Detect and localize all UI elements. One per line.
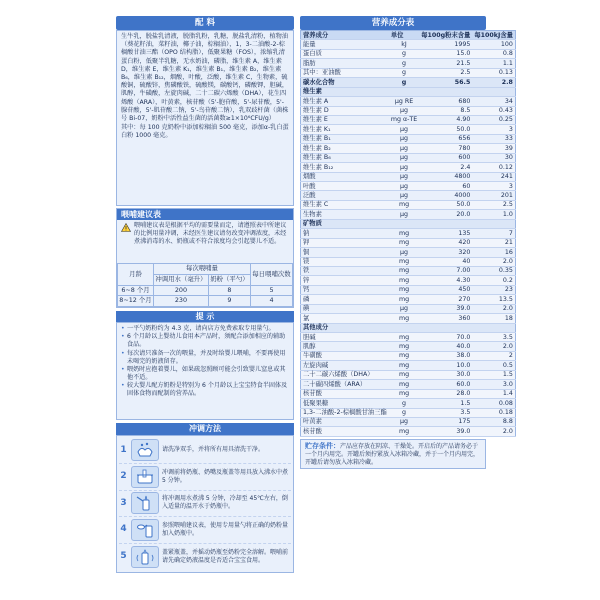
nutrition-cell-a: 4800 bbox=[419, 172, 472, 181]
nutrition-cell-a: 4.30 bbox=[419, 276, 472, 285]
ingredients-title: 配 料 bbox=[116, 16, 294, 30]
nutrition-cell-a: 39.0 bbox=[419, 304, 472, 313]
nutrition-cell-name: 二十二碳六烯酸（DHA） bbox=[301, 370, 389, 379]
nutrition-cell-name: 维生素 C bbox=[301, 200, 389, 209]
nutrition-cell-b: 1.0 bbox=[472, 210, 515, 219]
nutrition-cell-unit bbox=[389, 87, 419, 96]
nutrition-cell-name: 能量 bbox=[301, 40, 389, 49]
nutrition-cell-name: 核苷酸 bbox=[301, 389, 389, 398]
nutrition-cell-b: 8.8 bbox=[472, 417, 515, 426]
nutrition-cell-name: 其他成分 bbox=[301, 323, 389, 332]
nutrition-cell-unit: mg bbox=[389, 370, 419, 379]
table-row bbox=[301, 417, 516, 426]
nutrition-cell-a: 1.5 bbox=[419, 399, 472, 408]
nutrition-cell-a: 450 bbox=[419, 285, 472, 294]
nutrition-cell-unit: mg bbox=[389, 295, 419, 304]
nutrition-cell-name: 维生素 B₆ bbox=[301, 153, 389, 162]
scoop-icon bbox=[131, 519, 159, 541]
right-column bbox=[300, 16, 513, 469]
nutrition-cell-a: 2.4 bbox=[419, 163, 472, 172]
nutrition-rows bbox=[301, 40, 516, 436]
nutrition-cell-b: 2.0 bbox=[472, 304, 515, 313]
preparation-title: 冲调方法 bbox=[116, 423, 294, 434]
step-number: 2 bbox=[120, 471, 127, 482]
table-row bbox=[301, 314, 516, 323]
nutrition-cell-unit: g bbox=[389, 78, 419, 87]
nutrition-cell-a: 40.0 bbox=[419, 342, 472, 351]
nutrition-cell-b: 201 bbox=[472, 191, 515, 200]
nutrition-cell-a: 7.00 bbox=[419, 266, 472, 275]
feeding-water: 230 bbox=[153, 296, 208, 307]
table-row bbox=[301, 342, 516, 351]
table-row bbox=[301, 87, 516, 96]
feeding-header-times: 每日喂哺次数 bbox=[250, 264, 292, 285]
table-row bbox=[301, 49, 516, 58]
nutrition-cell-name: 低聚果糖 bbox=[301, 399, 389, 408]
feeding-age: 6~8 个月 bbox=[118, 285, 154, 296]
nutrition-cell-b: 0.25 bbox=[472, 115, 515, 124]
nutrition-cell-unit bbox=[389, 323, 419, 332]
nutrition-cell-b bbox=[472, 323, 515, 332]
nutrition-header-name: 营养成分 bbox=[301, 31, 389, 40]
nutrition-cell-b: 0.2 bbox=[472, 276, 515, 285]
nutrition-cell-b: 241 bbox=[472, 172, 515, 181]
nutrition-cell-b: 2.0 bbox=[472, 257, 515, 266]
nutrition-cell-unit: μg RE bbox=[389, 97, 419, 106]
nutrition-cell-a: 270 bbox=[419, 295, 472, 304]
nutrition-cell-name: 脂肪 bbox=[301, 59, 389, 68]
nutrition-cell-b: 23 bbox=[472, 285, 515, 294]
nutrition-cell-unit: mg bbox=[389, 257, 419, 266]
list-item: • 喂奶时应抱着婴儿，如果疏忽照顾可能会引致婴儿窒息或其他不适。 bbox=[121, 366, 289, 382]
nutrition-cell-a: 28.0 bbox=[419, 389, 472, 398]
step-item bbox=[119, 517, 291, 544]
nutrition-cell-a bbox=[419, 219, 472, 228]
nutrition-cell-unit: mg α-TE bbox=[390, 116, 418, 124]
step-item bbox=[119, 438, 291, 465]
table-row bbox=[301, 163, 516, 172]
nutrition-cell-unit: mg bbox=[389, 333, 419, 342]
nutrition-cell-unit: μg bbox=[389, 163, 419, 172]
table-row bbox=[301, 153, 516, 162]
tips-title: 提 示 bbox=[116, 311, 294, 322]
nutrition-cell-b: 2.0 bbox=[472, 342, 515, 351]
table-row bbox=[301, 370, 516, 379]
feeding-table bbox=[117, 263, 293, 306]
table-row bbox=[301, 210, 516, 219]
nutrition-cell-a: 40 bbox=[419, 257, 472, 266]
nutrition-cell-a: 4.90 bbox=[419, 115, 472, 124]
nutrition-cell-b: 0.08 bbox=[472, 399, 515, 408]
nutrition-cell-unit: mg bbox=[389, 200, 419, 209]
nutrition-cell-unit: mg bbox=[389, 389, 419, 398]
nutrition-cell-name: 钙 bbox=[301, 285, 389, 294]
nutrition-cell-b: 0.12 bbox=[472, 163, 515, 172]
nutrition-cell-a: 20.0 bbox=[419, 210, 472, 219]
nutrition-cell-b: 16 bbox=[472, 248, 515, 257]
list-item: • 每次请只准备一次的喂量，并及时给婴儿喂哺，不要再使用未喝完的奶液留存。 bbox=[121, 350, 289, 366]
step-text: 冲调前将奶瓶、奶嘴及瓶盖等用具放入沸水中煮 5 分钟。 bbox=[162, 468, 289, 484]
table-row bbox=[301, 59, 516, 68]
nutrition-cell-name: 蛋白质 bbox=[301, 49, 389, 58]
nutrition-cell-b: 2.0 bbox=[472, 427, 515, 436]
nutrition-cell-a: 780 bbox=[419, 144, 472, 153]
nutrition-cell-a: 39.0 bbox=[419, 427, 472, 436]
nutrition-cell-unit: mg bbox=[389, 266, 419, 275]
nutrition-cell-a: 10.0 bbox=[419, 361, 472, 370]
nutrition-cell-b: 13.5 bbox=[472, 295, 515, 304]
nutrition-cell-name: 泛酸 bbox=[301, 191, 389, 200]
nutrition-cell-name: 矿物质 bbox=[301, 219, 389, 228]
nutrition-cell-a bbox=[419, 87, 472, 96]
nutrition-cell-b: 30 bbox=[472, 153, 515, 162]
nutrition-cell-b: 1.5 bbox=[472, 370, 515, 379]
table-row bbox=[301, 97, 516, 106]
table-row bbox=[301, 144, 516, 153]
tips-list bbox=[116, 322, 294, 420]
nutrition-cell-name: 氯 bbox=[301, 314, 389, 323]
step-number: 4 bbox=[120, 524, 127, 535]
nutrition-cell-unit: mg bbox=[389, 276, 419, 285]
nutrition-cell-b: 0.13 bbox=[472, 68, 515, 77]
nutrition-header-unit: 单位 bbox=[389, 31, 419, 40]
nutrition-cell-b: 2.5 bbox=[472, 200, 515, 209]
nutrition-cell-b: 1.4 bbox=[472, 389, 515, 398]
nutrition-table bbox=[300, 30, 516, 437]
nutrition-cell-name: 烟酸 bbox=[301, 172, 389, 181]
nutrition-cell-a: 4000 bbox=[419, 191, 472, 200]
nutrition-cell-name: 二十碳四烯酸（ARA） bbox=[301, 380, 389, 389]
step-item bbox=[119, 464, 291, 491]
nutrition-cell-unit: g bbox=[389, 68, 419, 77]
table-row bbox=[301, 229, 516, 238]
nutrition-cell-b: 2 bbox=[472, 351, 515, 360]
nutrition-cell-unit: μg bbox=[389, 172, 419, 181]
nutrition-cell-name: 碘 bbox=[301, 304, 389, 313]
nutrition-cell-name: 核苷酸 bbox=[301, 427, 389, 436]
feeding-times: 4 bbox=[250, 296, 292, 307]
feeding-header-age: 月龄 bbox=[118, 264, 154, 285]
table-row bbox=[301, 333, 516, 342]
nutrition-cell-unit: μg bbox=[389, 304, 419, 313]
preparation-steps bbox=[116, 435, 294, 574]
table-row bbox=[301, 295, 516, 304]
ingredients-note: 其中：每 100 克奶粉中添加棕榈油 500 毫克，添加α-乳白蛋白粉 1000 毫克。 bbox=[121, 124, 289, 140]
nutrition-cell-a: 1995 bbox=[419, 40, 472, 49]
nutrition-cell-b: 3 bbox=[472, 182, 515, 191]
nutrition-title: 营养成分表 bbox=[300, 16, 486, 30]
nutrition-cell-name: 维生素 E bbox=[301, 115, 389, 124]
nutrition-cell-b: 1.1 bbox=[472, 59, 515, 68]
table-row bbox=[301, 361, 516, 370]
nutrition-cell-name: 维生素 B₁ bbox=[301, 134, 389, 143]
nutrition-cell-a: 70.0 bbox=[419, 333, 472, 342]
feeding-header-per-feed: 每次喂哺量 bbox=[153, 264, 250, 275]
nutrition-cell-unit: μg bbox=[389, 191, 419, 200]
step-text: 请洗净双手，并将所有用具清洗干净。 bbox=[162, 446, 265, 454]
table-row bbox=[301, 182, 516, 191]
nutrition-cell-name: 钠 bbox=[301, 229, 389, 238]
nutrition-cell-b: 3.0 bbox=[472, 380, 515, 389]
nutrition-cell-name: 维生素 K₁ bbox=[301, 125, 389, 134]
nutrition-header-per100kj: 每100kJ含量 bbox=[472, 31, 515, 40]
nutrition-cell-a: 15.0 bbox=[419, 49, 472, 58]
nutrition-cell-name: 维生素 B₁₂ bbox=[301, 163, 389, 172]
table-row bbox=[301, 276, 516, 285]
nutrition-cell-name: 维生素 A bbox=[301, 97, 389, 106]
step-text: 盖紧瓶盖，并摇动奶瓶至奶粉完全溶解。喂哺前请先确定奶液温度是否适合宝宝食用。 bbox=[162, 548, 289, 564]
nutrition-cell-name: 维生素 bbox=[301, 87, 389, 96]
nutrition-cell-name: 1,3-二油酸-2-棕榈酸甘油三酯 bbox=[301, 408, 389, 417]
table-row bbox=[301, 266, 516, 275]
feeding-header-scoops: 奶粉（平勺） bbox=[208, 275, 250, 286]
nutrition-cell-b: 39 bbox=[472, 144, 515, 153]
nutrition-cell-a: 3.5 bbox=[419, 408, 472, 417]
nutrition-cell-unit: mg bbox=[389, 361, 419, 370]
nutrition-cell-name: 镁 bbox=[301, 257, 389, 266]
nutrition-cell-a: 175 bbox=[419, 417, 472, 426]
hand-wash-icon bbox=[131, 439, 159, 461]
nutrition-cell-a: 320 bbox=[419, 248, 472, 257]
table-row bbox=[301, 351, 516, 360]
nutrition-cell-b bbox=[472, 87, 515, 96]
table-row bbox=[301, 304, 516, 313]
table-row bbox=[301, 68, 516, 77]
step-text: 将冲调用水煮沸 5 分钟，冷却至 45℃左右，倒入适量的温开水于奶瓶中。 bbox=[162, 495, 288, 511]
storage-text: 产品应存放在阴凉、干燥处。开启后的产品请务必于一个月内用完。开罐后须拧紧放入冰箱冷藏，并于一个月内用完，开罐后请勿放入冰箱冷藏。 bbox=[305, 442, 480, 466]
nutrition-cell-unit: μg bbox=[389, 134, 419, 143]
table-row bbox=[301, 427, 516, 436]
nutrition-cell-b: 18 bbox=[472, 314, 515, 323]
nutrition-cell-a: 30.0 bbox=[419, 370, 472, 379]
nutrition-cell-unit: mg bbox=[389, 351, 419, 360]
nutrition-cell-b: 33 bbox=[472, 134, 515, 143]
nutrition-cell-name: 肌醇 bbox=[301, 342, 389, 351]
nutrition-cell-a: 656 bbox=[419, 134, 472, 143]
nutrition-cell-b: 0.43 bbox=[472, 106, 515, 115]
nutrition-cell-unit bbox=[389, 219, 419, 228]
feeding-header-water: 冲调用水（毫升） bbox=[153, 275, 208, 286]
nutrition-cell-a: 680 bbox=[419, 97, 472, 106]
nutrition-cell-unit: g bbox=[389, 408, 419, 417]
boiling-pot-icon bbox=[131, 466, 159, 488]
table-row bbox=[301, 172, 516, 181]
list-item: • 一平勺奶粉约为 4.3 克，请向店方免费索取专用量勺。 bbox=[121, 325, 289, 333]
feeding-times: 5 bbox=[250, 285, 292, 296]
nutrition-cell-a: 60 bbox=[419, 182, 472, 191]
nutrition-cell-unit: μg bbox=[389, 153, 419, 162]
step-number: 3 bbox=[120, 497, 127, 508]
feeding-warning bbox=[117, 220, 293, 263]
nutrition-cell-name: 铁 bbox=[301, 266, 389, 275]
nutrition-cell-b: 3.5 bbox=[472, 333, 515, 342]
nutrition-cell-unit: mg bbox=[389, 342, 419, 351]
nutrition-cell-name: 磷 bbox=[301, 295, 389, 304]
nutrition-cell-name: 锌 bbox=[301, 276, 389, 285]
table-row bbox=[301, 408, 516, 417]
nutrition-cell-a bbox=[419, 323, 472, 332]
table-row bbox=[301, 106, 516, 115]
nutrition-cell-unit: g bbox=[389, 399, 419, 408]
storage-panel bbox=[300, 439, 486, 469]
nutrition-cell-name: 左旋肉碱 bbox=[301, 361, 389, 370]
table-row bbox=[301, 323, 516, 332]
nutrition-cell-unit: μg bbox=[389, 182, 419, 191]
nutrition-cell-a: 600 bbox=[419, 153, 472, 162]
list-item: • 较大婴儿配方奶粉是特别为 6 个月龄以上宝宝特食半固体及固体食物而配制的营养品。 bbox=[121, 382, 289, 398]
nutrition-cell-a: 8.5 bbox=[419, 106, 472, 115]
nutrition-cell-a: 2.5 bbox=[419, 68, 472, 77]
nutrition-cell-unit: μg bbox=[389, 144, 419, 153]
nutrition-cell-name: 生物素 bbox=[301, 210, 389, 219]
nutrition-cell-unit: μg bbox=[389, 106, 419, 115]
step-item bbox=[119, 491, 291, 518]
nutrition-cell-unit: g bbox=[389, 49, 419, 58]
nutrition-cell-b: 7 bbox=[472, 229, 515, 238]
nutrition-cell-unit: μg bbox=[389, 125, 419, 134]
table-row bbox=[301, 399, 516, 408]
nutrition-cell-unit: μg bbox=[389, 417, 419, 426]
nutrition-cell-name: 叶黄素 bbox=[301, 417, 389, 426]
ingredients-list: 生牛乳，脱盐乳清液，脱脂乳粉，乳糖，脱盐乳清粉，植物油（葵花籽油，菜籽油，椰子油，棕榈油），1，3-二油酸-2-棕榈酸甘油三酯（OPO 结构脂），低聚果糖（FOS），浓缩乳清蛋白粉，低聚半乳糖，无水奶油，磷脂，维生素 A，维生素 D，维生素 E，维生素 K₁，维生素 B₁，维生素 B₂，维生素 B₆，维生素 B₁₂，烟酸，叶酸，泛酸，维生素 C，生物素，硫酸铜，硫酸锌，焦磷酸铁，硫酸镁，碳酸钙，磷酸钾，胆碱，肌醇，牛磺酸，左旋肉碱，二十二碳六烯酸（DHA），花生四烯酸（ARA），叶黄素，核苷酸（5'-胞苷酸，5'-尿苷酸，5'-腺苷酸，5'-肌苷酸二钠，5'-鸟苷酸二钠），乳双歧杆菌（菌株号 Bi-07，奶粉中活性益生菌的活菌数≥1×10⁶CFU/g） bbox=[121, 33, 289, 122]
nutrition-cell-name: 维生素 D bbox=[301, 106, 389, 115]
nutrition-cell-b: 0.18 bbox=[472, 408, 515, 417]
nutrition-cell-name: 维生素 B₂ bbox=[301, 144, 389, 153]
warning-icon bbox=[121, 223, 131, 232]
bottle-pour-icon bbox=[131, 492, 159, 514]
nutrition-cell-b: 0.8 bbox=[472, 49, 515, 58]
nutrition-cell-name: 叶酸 bbox=[301, 182, 389, 191]
nutrition-cell-unit: mg bbox=[389, 314, 419, 323]
table-row bbox=[301, 219, 516, 228]
feeding-age: 8~12 个月 bbox=[118, 296, 154, 307]
nutrition-cell-unit: mg bbox=[389, 380, 419, 389]
feeding-warning-text: 喂哺建议表是根据平均的需要量而定，请遵照表中所建议的比例用量冲调，未经医生建议请勿改变冲调浓度，未经煮沸消毒的水、奶瓶或不符合浓度均会引起婴儿不适。 bbox=[134, 222, 287, 246]
nutrition-cell-a: 50.0 bbox=[419, 200, 472, 209]
nutrition-cell-b: 34 bbox=[472, 97, 515, 106]
feeding-water: 200 bbox=[153, 285, 208, 296]
step-text: 参照喂哺建议表，使用专用量勺将正确的奶粉量加入奶瓶中。 bbox=[162, 521, 289, 537]
ingredients-panel bbox=[116, 30, 294, 206]
nutrition-cell-unit: mg bbox=[389, 229, 419, 238]
feeding-scoops: 9 bbox=[208, 296, 250, 307]
storage-label: 贮存条件： bbox=[305, 441, 340, 450]
table-row bbox=[301, 257, 516, 266]
nutrition-cell-name: 牛磺酸 bbox=[301, 351, 389, 360]
nutrition-cell-a: 56.5 bbox=[419, 78, 472, 87]
table-row bbox=[301, 40, 516, 49]
table-row bbox=[301, 248, 516, 257]
table-row bbox=[301, 134, 516, 143]
nutrition-cell-unit: kJ bbox=[389, 40, 419, 49]
table-row bbox=[301, 389, 516, 398]
nutrition-cell-name: 钾 bbox=[301, 238, 389, 247]
nutrition-cell-name: 碳水化合物 bbox=[301, 78, 389, 87]
step-item bbox=[119, 544, 291, 571]
feeding-scoops: 8 bbox=[208, 285, 250, 296]
table-row bbox=[301, 285, 516, 294]
nutrition-cell-unit: mg bbox=[389, 427, 419, 436]
nutrition-cell-name: 铜 bbox=[301, 248, 389, 257]
table-row bbox=[118, 296, 293, 307]
nutrition-cell-a: 21.5 bbox=[419, 59, 472, 68]
nutrition-cell-unit: g bbox=[389, 59, 419, 68]
nutrition-cell-b: 0.35 bbox=[472, 266, 515, 275]
nutrition-cell-b: 21 bbox=[472, 238, 515, 247]
table-row bbox=[301, 78, 516, 87]
step-number: 1 bbox=[120, 444, 127, 455]
table-row bbox=[301, 380, 516, 389]
nutrition-cell-a: 60.0 bbox=[419, 380, 472, 389]
nutrition-cell-unit: mg bbox=[389, 238, 419, 247]
nutrition-cell-b: 3 bbox=[472, 125, 515, 134]
table-row bbox=[301, 191, 516, 200]
feeding-panel bbox=[116, 208, 294, 308]
shake-bottle-icon bbox=[131, 546, 159, 568]
table-row bbox=[301, 238, 516, 247]
nutrition-cell-unit: mg bbox=[389, 285, 419, 294]
table-row bbox=[301, 115, 516, 124]
nutrition-cell-a: 420 bbox=[419, 238, 472, 247]
left-column bbox=[116, 16, 294, 573]
list-item: • 6 个月龄以上婴幼儿食用本产品时，须配合添加相应的辅助食品。 bbox=[121, 333, 289, 349]
step-number: 5 bbox=[120, 551, 127, 562]
nutrition-cell-unit: μg bbox=[389, 210, 419, 219]
nutrition-header-per100g: 每100g粉末含量 bbox=[421, 31, 471, 39]
table-row bbox=[118, 285, 293, 296]
nutrition-cell-unit: μg bbox=[389, 248, 419, 257]
nutrition-cell-a: 135 bbox=[419, 229, 472, 238]
feeding-title: 喂哺建议表 bbox=[117, 209, 293, 220]
nutrition-cell-name: 其中：亚油酸 bbox=[301, 68, 389, 77]
nutrition-cell-b bbox=[472, 219, 515, 228]
nutrition-cell-b: 100 bbox=[472, 40, 515, 49]
table-row bbox=[301, 200, 516, 209]
nutrition-cell-b: 2.8 bbox=[472, 78, 515, 87]
nutrition-cell-a: 38.0 bbox=[419, 351, 472, 360]
table-row bbox=[301, 125, 516, 134]
nutrition-cell-a: 360 bbox=[419, 314, 472, 323]
nutrition-cell-name: 胆碱 bbox=[301, 333, 389, 342]
nutrition-cell-b: 0.5 bbox=[472, 361, 515, 370]
nutrition-cell-a: 50.0 bbox=[419, 125, 472, 134]
